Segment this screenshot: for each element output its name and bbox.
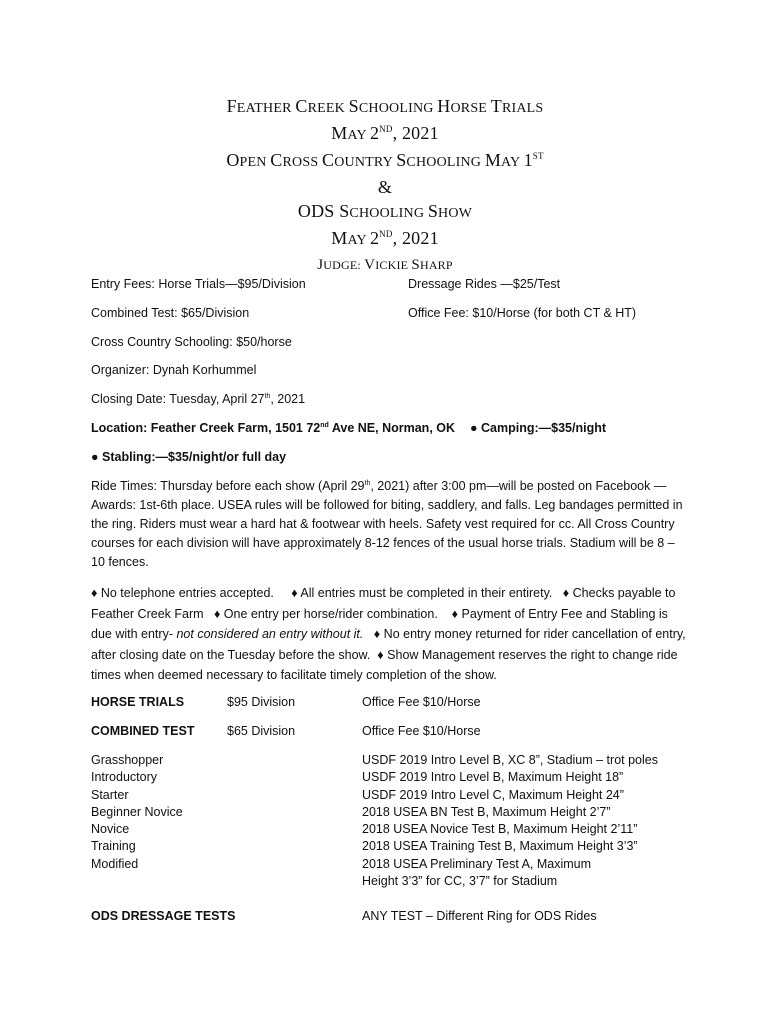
organizer: Organizer: Dynah Korhummel (91, 363, 257, 377)
ods-dressage-label: ODS DRESSAGE TESTS (91, 909, 236, 923)
division-test: 2018 USEA Preliminary Test A, Maximum (362, 856, 592, 871)
division-name: Novice (91, 822, 130, 837)
dressage-fee: Dressage Rides —$25/Test (408, 277, 561, 291)
division-tests (362, 752, 658, 890)
xc-schooling-title: OPEN CROSS COUNTRY SCHOOLING MAY 1ST (226, 150, 544, 170)
horse-trials-label: HORSE TRIALS (91, 695, 185, 709)
division-name: Beginner Novice (91, 804, 183, 819)
office-fee: Office Fee: $10/Horse (for both CT & HT) (408, 306, 637, 320)
division-test: USDF 2019 Intro Level B, Maximum Height 18” (362, 770, 624, 785)
event-date: MAY 2ND, 2021 (331, 123, 439, 143)
entry-rules-paragraph: ♦ No telephone entries accepted. ♦ All entries must be completed in their entirety. ♦ Checks payable to Feather Creek Farm ♦ One entry per horse/rider combination. ♦ Payment of Entry Fee and Stabling is due with entry- not considered an entry without it. ♦ No entry money returned for rider cancellation of entry, after closing date on the Tuesday before the show. ♦ Show Management reserves the right to change ride times when deemed necessary to facilitate timely completion of the show. (91, 586, 690, 682)
division-test: 2018 USEA Training Test B, Maximum Height 3’3” (362, 839, 638, 854)
location: Location: Feather Creek Farm, 1501 72nd Ave NE, Norman, OK (91, 421, 456, 435)
event-title: FEATHER CREEK SCHOOLING HORSE TRIALS (226, 96, 544, 116)
horse-trials-office-fee: Office Fee $10/Horse (362, 695, 481, 709)
division-test: 2018 USEA Novice Test B, Maximum Height 2’11” (362, 822, 638, 837)
ride-times-paragraph: Ride Times: Thursday before each show (April 29th, 2021) after 3:00 pm—will be posted on Facebook — Awards: 1st-6th place. USEA rules will be followed for biting, saddlery, and falls. Leg bandages permitted in the ring. Riders must wear a hard hat & footwear with heels. Safety vest required for cc. All Cross Country courses for each division will have approximately 8-12 fences of the usual horse trials. Stadium will be 8 – 10 fences. (91, 479, 683, 569)
combined-test-label: COMBINED TEST (91, 724, 195, 738)
xc-schooling-fee: Cross Country Schooling: $50/horse (91, 335, 292, 349)
judge-line: JUDGE: VICKIE SHARP (317, 257, 453, 273)
stabling-fee: ● Stabling:—$35/night/or full day (91, 450, 287, 464)
entry-fees: Entry Fees: Horse Trials—$95/Division (91, 277, 306, 291)
combined-test-price: $65 Division (227, 724, 296, 738)
division-names (91, 752, 183, 873)
ampersand: & (377, 177, 393, 197)
division-test: USDF 2019 Intro Level C, Maximum Height 24” (362, 787, 624, 802)
division-test: 2018 USEA BN Test B, Maximum Height 2’7” (362, 804, 611, 819)
division-name: Starter (91, 787, 129, 802)
combined-test-office-fee: Office Fee $10/Horse (362, 724, 481, 738)
division-test: USDF 2019 Intro Level B, XC 8”, Stadium – trot poles (362, 753, 658, 767)
camping-fee: ● Camping:—$35/night (470, 421, 607, 435)
combined-test-fee: Combined Test: $65/Division (91, 306, 250, 320)
division-name: Training (91, 839, 136, 854)
title-block (0, 94, 770, 277)
division-test-continued: Height 3’3” for CC, 3’7” for Stadium (362, 874, 558, 889)
ods-dressage-value: ANY TEST – Different Ring for ODS Rides (362, 909, 597, 923)
division-name: Modified (91, 856, 139, 871)
ods-show-title: ODS SCHOOLING SHOW (297, 201, 473, 221)
division-name: Grasshopper (91, 753, 164, 767)
closing-date: Closing Date: Tuesday, April 27th, 2021 (91, 392, 306, 406)
horse-trials-price: $95 Division (227, 695, 296, 709)
division-name: Introductory (91, 770, 158, 785)
ods-show-date: MAY 2ND, 2021 (331, 228, 439, 248)
